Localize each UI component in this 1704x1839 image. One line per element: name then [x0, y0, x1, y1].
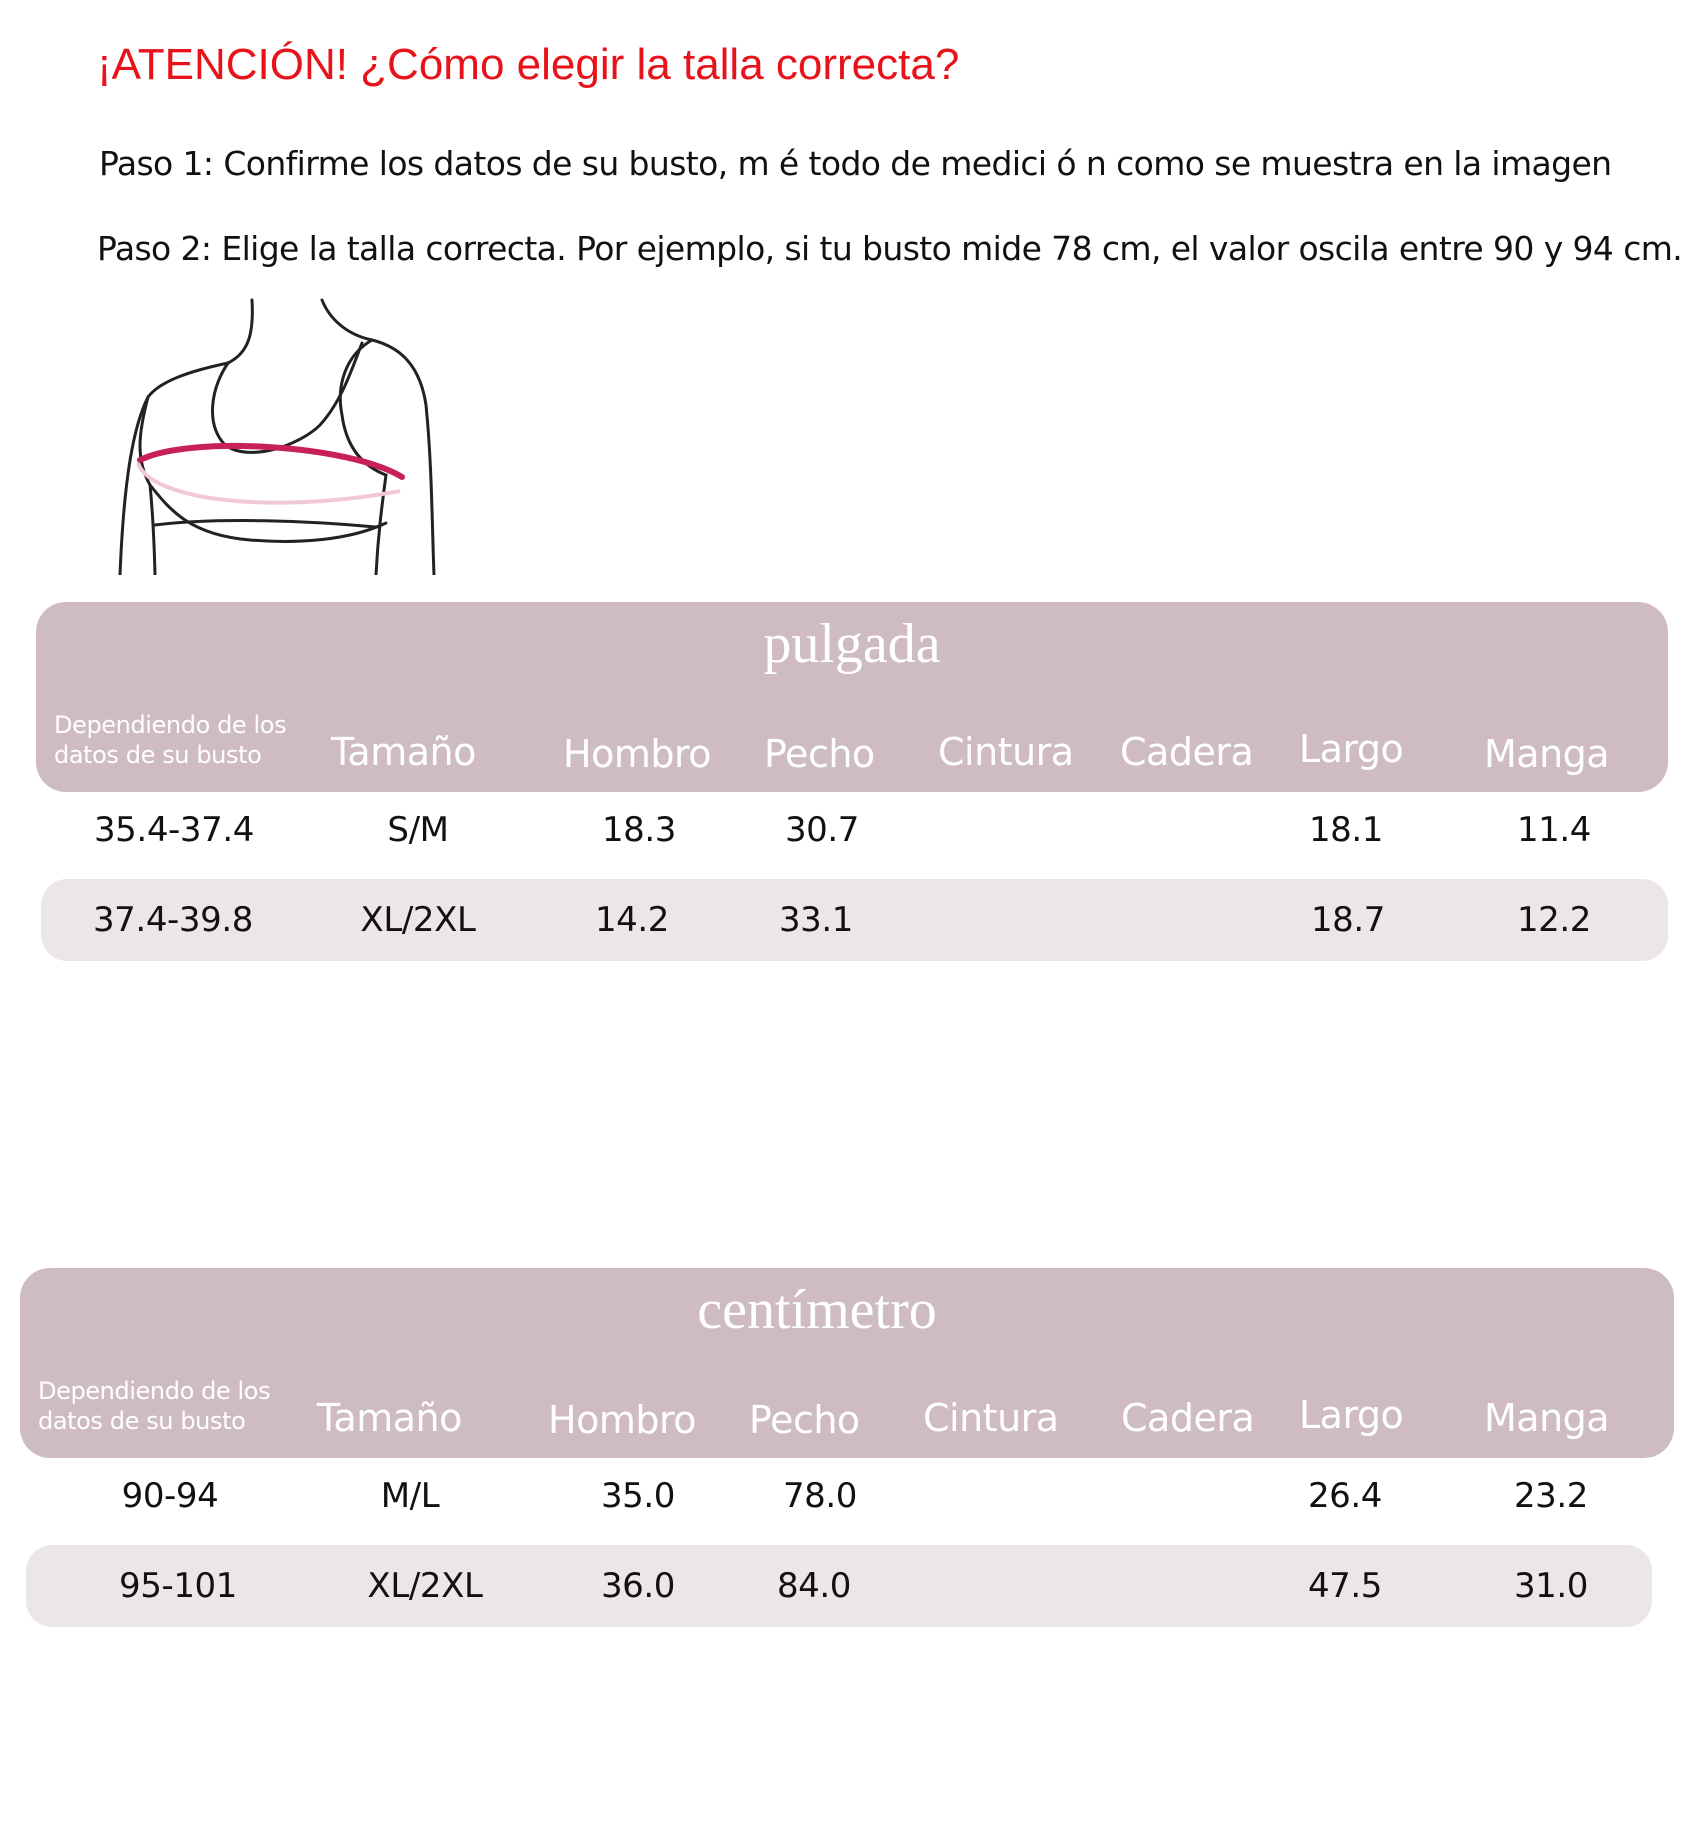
cell-bust: 90-94: [121, 1476, 219, 1516]
header-length: Largo: [1299, 1393, 1404, 1437]
header-size: Tamaño: [317, 1396, 462, 1440]
cell-shoulder: 36.0: [600, 1566, 676, 1606]
header-shoulder: Hombro: [548, 1398, 696, 1442]
cell-bust: 35.4-37.4: [93, 810, 255, 850]
header-hip: Cadera: [1120, 730, 1254, 774]
header-shoulder: Hombro: [563, 732, 711, 776]
cell-chest: 33.1: [778, 900, 854, 940]
cell-size: XL/2XL: [360, 900, 476, 940]
bust-line-back-icon: [138, 463, 400, 503]
unit-title: pulgada: [763, 613, 941, 675]
header-chest: Pecho: [749, 1398, 860, 1442]
header-waist: Cintura: [923, 1396, 1059, 1440]
cell-chest: 84.0: [776, 1566, 852, 1606]
table-row: [36, 789, 1668, 871]
cell-sleeve: 11.4: [1516, 810, 1592, 850]
header-sleeve: Manga: [1484, 732, 1610, 776]
cell-shoulder: 18.3: [601, 810, 677, 850]
cell-length: 47.5: [1307, 1566, 1383, 1606]
cell-bust: 37.4-39.8: [92, 900, 254, 940]
header-hip: Cadera: [1121, 1396, 1255, 1440]
table-row: [41, 879, 1668, 961]
header-chest: Pecho: [764, 732, 875, 776]
cell-chest: 30.7: [784, 810, 860, 850]
cell-size: S/M: [387, 810, 449, 850]
cell-length: 18.7: [1310, 900, 1386, 940]
header-waist: Cintura: [938, 730, 1074, 774]
cell-length: 26.4: [1307, 1476, 1383, 1516]
cell-shoulder: 14.2: [594, 900, 670, 940]
table-row: [20, 1455, 1674, 1537]
cell-sleeve: 23.2: [1513, 1476, 1589, 1516]
header-bust: Dependiendo de los datos de su busto: [54, 711, 287, 769]
table-header: [20, 1268, 1674, 1458]
cell-length: 18.1: [1308, 810, 1384, 850]
page-title: ¡ATENCIÓN! ¿Cómo elegir la talla correcta?: [97, 40, 960, 89]
cell-size: M/L: [380, 1476, 440, 1516]
cell-shoulder: 35.0: [600, 1476, 676, 1516]
header-size: Tamaño: [331, 730, 476, 774]
cell-bust: 95-101: [118, 1566, 238, 1606]
header-sleeve: Manga: [1484, 1396, 1610, 1440]
table-row: [26, 1545, 1652, 1627]
step-1-text: Paso 1: Confirme los datos de su busto, m é todo de medici ó n como se muestra en la imagen: [99, 144, 1612, 183]
size-table-centimeters: [20, 1268, 1674, 1628]
header-bust: Dependiendo de los datos de su busto: [38, 1377, 271, 1435]
table-header: [36, 602, 1668, 792]
size-table-inches: [36, 602, 1668, 962]
unit-title: centímetro: [697, 1279, 937, 1341]
bust-measurement-illustration: [110, 295, 460, 575]
cell-sleeve: 31.0: [1513, 1566, 1589, 1606]
step-2-text: Paso 2: Elige la talla correcta. Por ejemplo, si tu busto mide 78 cm, el valor oscila entre 90 y 94 cm.: [97, 229, 1683, 268]
cell-chest: 78.0: [782, 1476, 858, 1516]
header-length: Largo: [1299, 727, 1404, 771]
cell-sleeve: 12.2: [1516, 900, 1592, 940]
torso-outline-icon: [120, 300, 434, 575]
cell-size: XL/2XL: [367, 1566, 483, 1606]
